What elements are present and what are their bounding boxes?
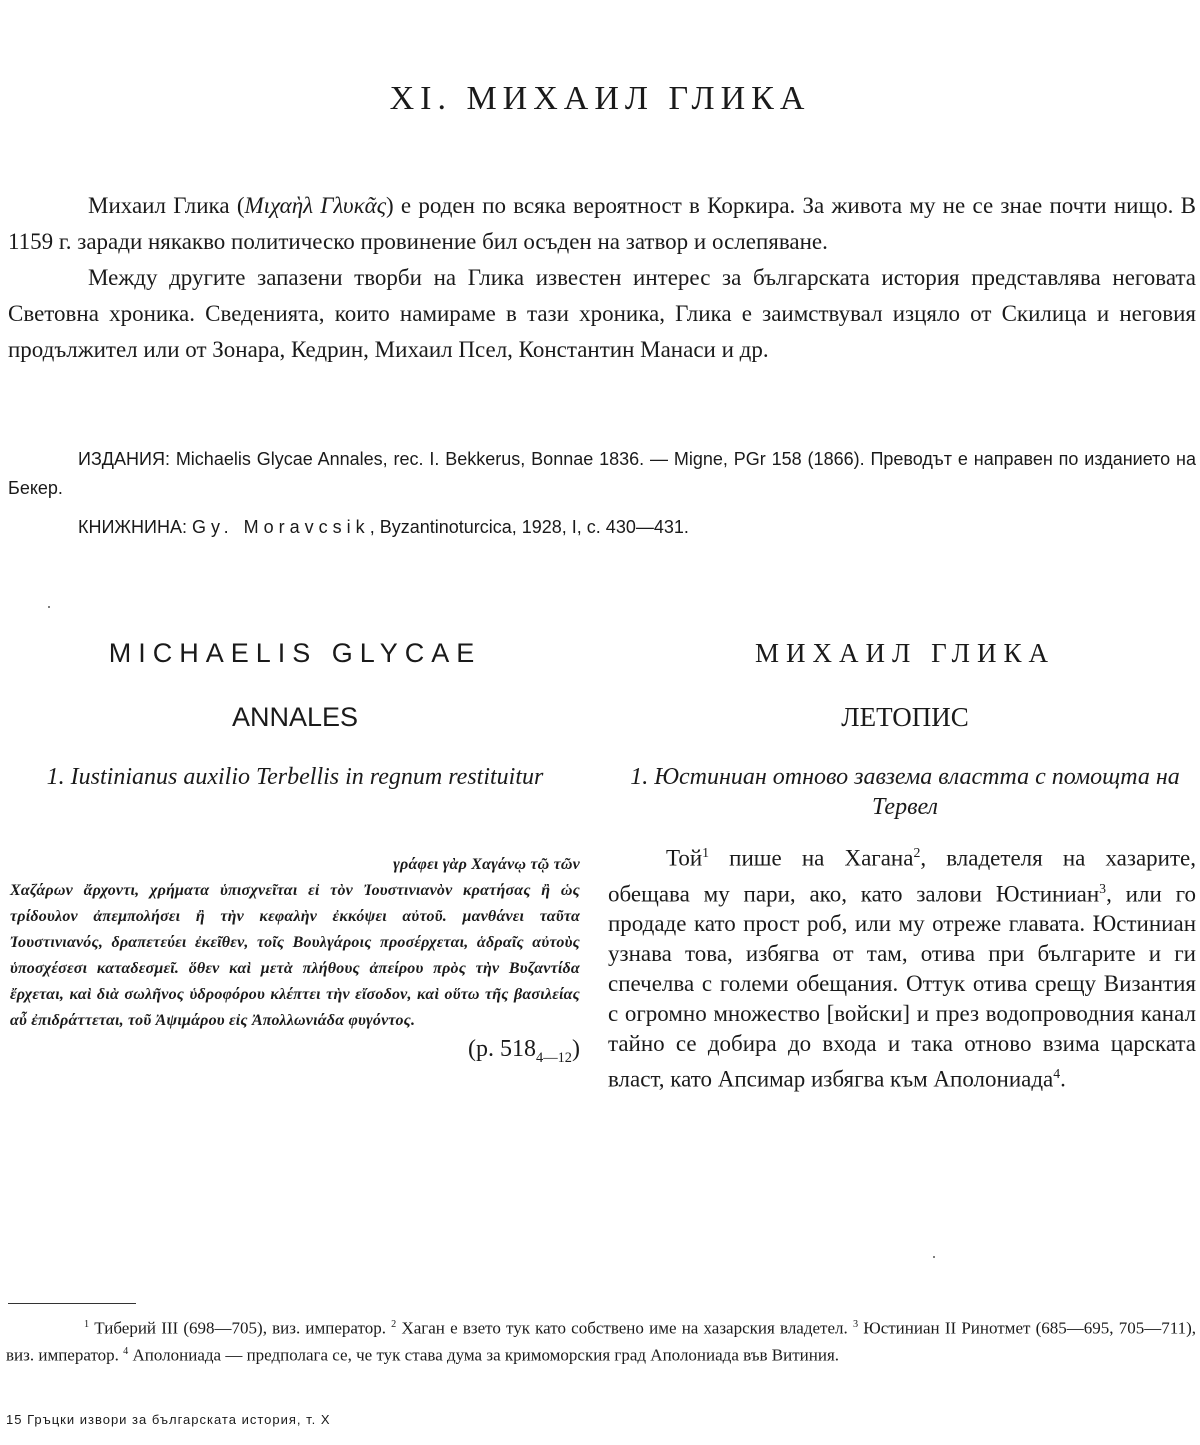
page-reference: (p. $518_{4—12}$) (468, 1036, 580, 1066)
footnotes: $^1$ Тиберий III (698—705), виз. император. $^2$ Хаган е взето тук като собствено име на хазарския владетел. $^3$ Юстиниан II Ринотмет (685—695, 705—711), виз. император. $^4$ Аполониада — предполага се, че тук става дума за кримоморския град Аполониада във Витиния. (6, 1318, 1196, 1365)
footnote-mark-4: 4 (1053, 1066, 1061, 1082)
print-speck (933, 1256, 935, 1258)
intro-text (8, 188, 1196, 368)
footnote-mark-1: 1 (702, 845, 710, 860)
latin-column-heading: MICHAELIS GLYCAE (108, 638, 482, 668)
intro-paragraph-1: Михаил Глика (Μιχαὴλ Γλυκᾶς) е роден по всяка вероятност в Коркира. За живота му не се знае почти нищо. В 1159 г. заради някакво политическо провинение бил осъден на затвор и ослепяване. (8, 193, 1196, 254)
bulgarian-section-title: 1. Юстиниан отново завзема властта с помощта на Тервел (630, 764, 1180, 820)
literature-note: КНИЖНИНА: Gy. Moravcsik, Byzantinoturcica, 1928, I, с. 430—431. (78, 517, 689, 537)
footnote-2: Хаган е взето тук като собствено име на хазарския владетел. (396, 1318, 853, 1338)
bulgarian-column-subheading: ЛЕТОПИС (841, 702, 969, 732)
chapter-title: XI. МИХАИЛ ГЛИКА (389, 80, 811, 117)
footnote-mark-2: 2 (913, 845, 921, 860)
intro-paragraph-2: Между другите запазени творби на Глика известен интерес за българската история представлява неговата Световна хроника. Сведенията, които намираме в тази хроника, Глика е заимствувал изцяло от Скилица и неговия продължител или от Зонара, Кедрин, Михаил Псел, Константин Манаси и др. (8, 265, 1196, 362)
footnote-4: Аполониада — предполага се, че тук става дума за кримоморския град Аполониада във Витиния. (128, 1345, 840, 1365)
latin-section-title: 1. Iustinianus auxilio Terbellis in regnum restituitur (46, 764, 544, 790)
footnote-divider (8, 1303, 136, 1304)
footnote-mark-3: 3 (1099, 880, 1107, 896)
latin-column-subheading: ANNALES (231, 702, 359, 732)
bulgarian-column-heading: МИХАИЛ ГЛИКА (755, 638, 1055, 668)
literature-author: Gy. Moravcsik (192, 517, 370, 537)
editions-note: ИЗДАНИЯ: Michaelis Glycae Annales, rec. I. Bekkerus, Bonnae 1836. — Migne, PGr 158 (1866). Преводът е направен по изданието на Бекер. (8, 449, 1196, 498)
greek-name: Μιχαὴλ Γλυκᾶς (244, 193, 387, 218)
page-footer: 15 Гръцки извори за българската история, т. X (6, 1412, 331, 1427)
footnote-1: Тиберий III (698—705), виз. император. (89, 1318, 392, 1338)
greek-first-line: γράφει γὰρ Χαγάνῳ τῷ τῶν (393, 856, 580, 873)
greek-source-text (10, 852, 580, 1034)
print-speck (48, 606, 50, 608)
footnote-3: Юстиниан II Ринотмет (685—695, 705—711), виз. император. (6, 1318, 1196, 1365)
bulgarian-translation: Той$^1$ пише на Хагана$^2$, владетеля на хазарите, обещава му пари, ако, като залови Юстиниан$^3$, или го продаде като прост роб, или му отреже главата. Юстиниан узнава това, избягва от там, отива при българите и ги спечелва с големи обещания. Оттук отива срещу Византия с огромно множество [войски] и през водопроводния канал тайно се добира до входа и така отново взима царската власт, като Апсимар избягва към Аполониада$^4$. (608, 845, 1196, 1092)
greek-body: Χαζάρων ἄρχοντι, χρήματα ὑπισχνεῖται εἰ τὸν Ἰουστινιανὸν κρατήσας ἢ ὡς τρίδουλον ἀπεμπολήσει ἢ τὴν κεφαλὴν ἐκκόψει αὐτοῦ. μανθάνει ταῦτα Ἰουστινιανός, δραπετεύει ἐκεῖθεν, τοῖς Βουλγάροις προσέρχεται, ἁδραῖς αὐτοὺς ὑποσχέσεσι καταδεσμεῖ. ὅθεν καὶ μετὰ πλήθους ἀπείρου πρὸς τὴν Βυζαντίδα ἔρχεται, καὶ διὰ σωλῆνος ὑδροφόρου κλέπτει τὴν εἴσοδον, καὶ οὕτω τῆς βασιλείας αὖ ἐπιδράττεται, τοῦ Ἀψιμάρου εἰς Ἀπολλωνιάδα φυγόντος. (10, 882, 580, 1029)
